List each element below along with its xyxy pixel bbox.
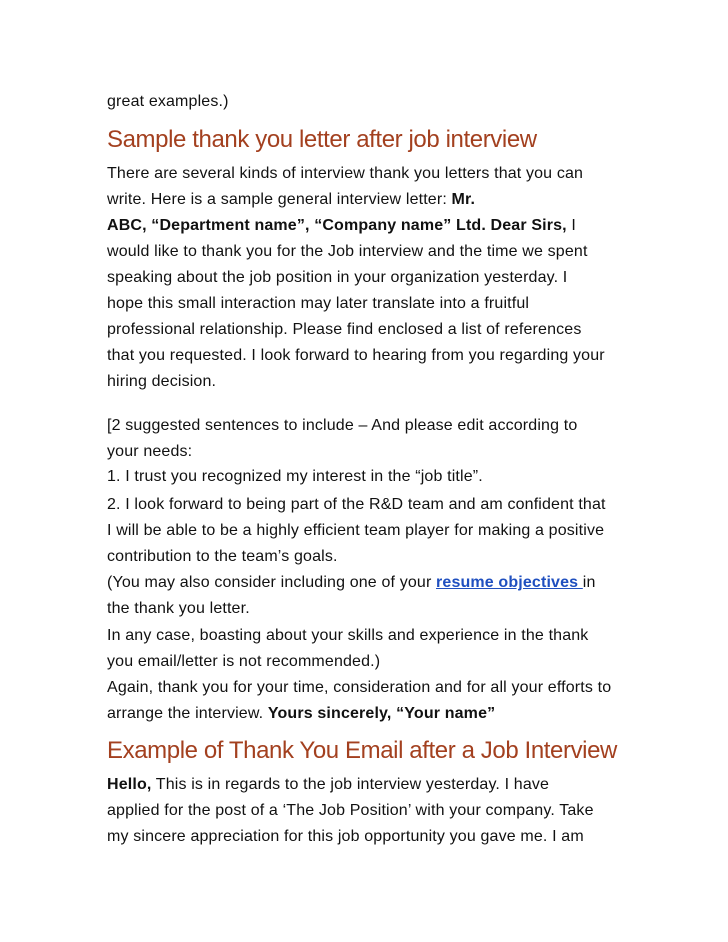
text-line: the thank you letter. (107, 600, 250, 617)
text-line: you email/letter is not recommended.) (107, 653, 381, 670)
section-heading: Example of Thank You Email after a Job Interview (107, 737, 617, 764)
text-line (107, 216, 576, 236)
bold-text: Yours sincerely, “Your name” (267, 705, 496, 722)
text-span: arrange the interview. (107, 705, 268, 722)
text-line: 2. I look forward to being part of the R&D team and am confident that (107, 496, 606, 513)
text-line: hope this small interaction may later translate into a fruitful (107, 295, 530, 312)
text-line: that you requested. I look forward to hearing from you regarding your (107, 347, 605, 364)
bold-text: ABC, “Department name”, “Company name” Ltd. Dear Sirs, (107, 217, 567, 234)
text-span: I (566, 217, 576, 234)
text-span: This is in regards to the job interview yesterday. I have (151, 776, 550, 793)
text-line (107, 190, 475, 210)
text-span: in (582, 574, 596, 591)
text-line (107, 704, 495, 724)
text-line: speaking about the job position in your organization yesterday. I (107, 269, 568, 286)
text-line (107, 573, 596, 593)
text-line: would like to thank you for the Job interview and the time we spent (107, 243, 588, 260)
bold-text: Mr. (451, 191, 476, 208)
text-line: contribution to the team’s goals. (107, 548, 338, 565)
text-line: [2 suggested sentences to include – And please edit according to (107, 417, 578, 434)
bold-text: Hello, (107, 776, 152, 793)
text-line: my sincere appreciation for this job opportunity you gave me. I am (107, 828, 584, 845)
text-span: write. Here is a sample general interview letter: (107, 191, 452, 208)
text-line (107, 775, 549, 795)
text-line: Again, thank you for your time, consideration and for all your efforts to (107, 679, 612, 696)
section-heading: Sample thank you letter after job interview (107, 126, 537, 153)
text-line: In any case, boasting about your skills and experience in the thank (107, 627, 589, 644)
text-span: (You may also consider including one of your (107, 574, 437, 591)
text-line: I will be able to be a highly efficient team player for making a positive (107, 522, 605, 539)
text-line: great examples.) (107, 93, 229, 110)
text-line: your needs: (107, 443, 193, 460)
text-line: There are several kinds of interview thank you letters that you can (107, 165, 584, 182)
text-line: applied for the post of a ‘The Job Position’ with your company. Take (107, 802, 594, 819)
text-line: 1. I trust you recognized my interest in the “job title”. (107, 468, 483, 485)
text-line: hiring decision. (107, 373, 217, 390)
text-line: professional relationship. Please find enclosed a list of references (107, 321, 582, 338)
resume-objectives-link[interactable]: resume objectives (436, 574, 583, 591)
